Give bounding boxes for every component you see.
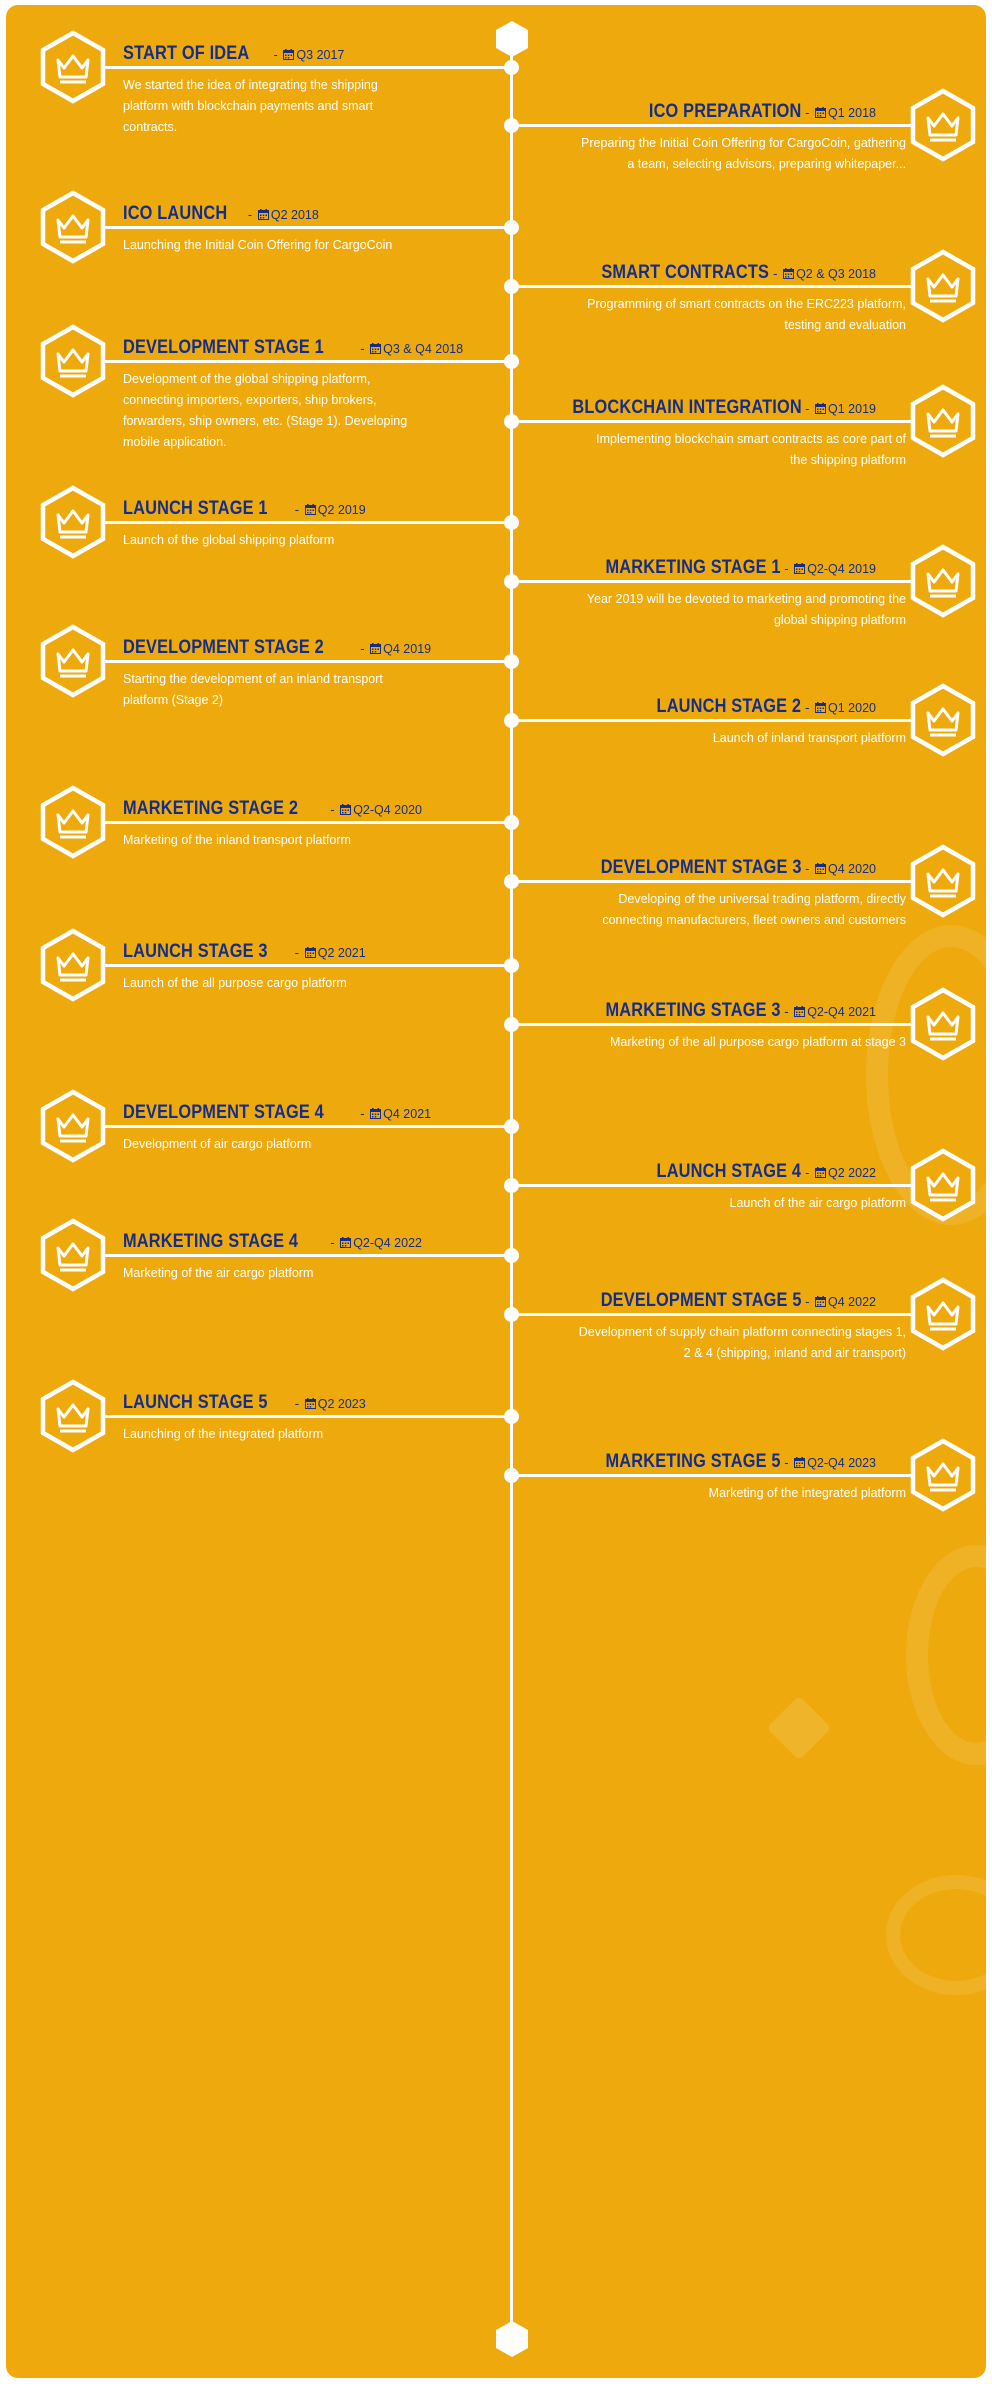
calendar-icon — [370, 643, 381, 654]
milestone-description: We started the idea of integrating the shipping platform with blockchain payments and smart contracts. — [123, 78, 378, 134]
crown-icon — [39, 485, 107, 559]
calendar-icon — [794, 1457, 805, 1468]
crown-icon — [909, 1438, 977, 1512]
crown-icon — [39, 1089, 107, 1163]
milestone-description: Launching of the integrated platform — [123, 1427, 324, 1441]
calendar-icon — [815, 702, 826, 713]
crown-icon — [909, 1148, 977, 1222]
milestone-date: Q2 2019 — [317, 503, 366, 517]
crown-icon — [39, 1379, 107, 1453]
milestone-heading — [496, 998, 876, 1025]
title-date-separator: - — [291, 945, 303, 960]
milestone-description: Developing of the universal trading platform, directly connecting manufacturers, fleet owners and customers — [602, 892, 906, 927]
calendar-icon — [815, 863, 826, 874]
milestone-title: MARKETING STAGE 1 — [605, 557, 781, 578]
decor-ring — [886, 1875, 986, 1995]
title-date-separator: - — [801, 1294, 814, 1309]
milestone-date: Q4 2022 — [828, 1295, 876, 1309]
calendar-icon — [370, 1108, 381, 1119]
calendar-icon — [283, 49, 294, 60]
milestone-heading — [123, 1229, 513, 1256]
milestone-description: Programming of smart contracts on the ERC223 platform, testing and evaluation — [587, 297, 906, 332]
milestone-date: Q3 & Q4 2018 — [383, 342, 464, 356]
title-date-separator: - — [356, 641, 369, 656]
milestone-description: Launch of the air cargo platform — [729, 1196, 906, 1210]
milestone-title: DEVELOPMENT STAGE 5 — [600, 1290, 802, 1311]
milestone-date: Q4 2019 — [383, 642, 432, 656]
milestone-title: DEVELOPMENT STAGE 4 — [123, 1102, 324, 1123]
calendar-icon — [783, 268, 794, 279]
crown-icon — [909, 384, 977, 458]
milestone-description: Marketing of the all purpose cargo platform at stage 3 — [610, 1035, 906, 1049]
crown-icon — [39, 30, 107, 104]
title-date-separator: - — [326, 1235, 339, 1250]
crown-icon — [909, 544, 977, 618]
milestone-title: ICO PREPARATION — [648, 101, 802, 122]
title-date-separator: - — [356, 1106, 369, 1121]
milestone-description: Development of air cargo platform — [123, 1137, 312, 1151]
milestone-description: Marketing of the integrated platform — [708, 1486, 906, 1500]
milestone-heading — [123, 1390, 513, 1417]
title-date-separator: - — [801, 861, 814, 876]
milestone-title: DEVELOPMENT STAGE 1 — [123, 337, 324, 358]
milestone-title: MARKETING STAGE 5 — [605, 1451, 781, 1472]
milestone-heading — [496, 855, 876, 882]
milestone-date: Q2 & Q3 2018 — [796, 267, 876, 281]
title-date-separator: - — [801, 1165, 814, 1180]
milestone-title: MARKETING STAGE 3 — [605, 1000, 781, 1021]
milestone-title: DEVELOPMENT STAGE 3 — [600, 857, 802, 878]
milestone-heading — [123, 1100, 513, 1127]
milestone-heading — [123, 939, 513, 966]
milestone-date: Q2-Q4 2021 — [807, 1005, 876, 1019]
milestone-description: Preparing the Initial Coin Offering for CargoCoin, gathering a team, selecting advisors, preparing whitepaper... — [581, 136, 906, 171]
crown-icon — [39, 928, 107, 1002]
milestone-heading — [496, 1288, 876, 1315]
decor-ring — [906, 1545, 986, 1765]
milestone-heading — [123, 335, 513, 362]
milestone-title: ICO LAUNCH — [123, 203, 228, 224]
milestone-date: Q4 2021 — [383, 1107, 432, 1121]
milestone-heading — [496, 395, 876, 422]
milestone-date: Q2 2021 — [317, 946, 366, 960]
calendar-icon — [794, 563, 805, 574]
title-date-separator: - — [780, 1455, 793, 1470]
milestone-date: Q4 2020 — [828, 862, 876, 876]
milestone-description: Launch of inland transport platform — [712, 731, 906, 745]
calendar-icon — [258, 209, 269, 220]
calendar-icon — [340, 804, 351, 815]
crown-icon — [909, 1277, 977, 1351]
title-date-separator: - — [356, 341, 369, 356]
title-date-separator: - — [291, 502, 303, 517]
milestone-description: Marketing of the air cargo platform — [123, 1266, 314, 1280]
milestone-description: Launching the Initial Coin Offering for CargoCoin — [123, 238, 393, 252]
calendar-icon — [794, 1006, 805, 1017]
crown-icon — [909, 683, 977, 757]
milestone-heading — [123, 41, 513, 68]
milestone-description: Implementing blockchain smart contracts as core part of the shipping platform — [596, 432, 906, 467]
crown-icon — [909, 88, 977, 162]
milestone-title: BLOCKCHAIN INTEGRATION — [571, 397, 802, 418]
calendar-icon — [370, 343, 381, 354]
milestone-title: MARKETING STAGE 2 — [123, 798, 299, 819]
roadmap-panel — [6, 5, 986, 2378]
title-date-separator: - — [780, 561, 793, 576]
crown-icon — [909, 249, 977, 323]
milestone-heading — [123, 496, 513, 523]
milestone-date: Q1 2019 — [828, 402, 876, 416]
milestone-heading — [123, 635, 513, 662]
crown-icon — [39, 324, 107, 398]
milestone-description: Launch of the global shipping platform — [123, 533, 335, 547]
milestone-title: DEVELOPMENT STAGE 2 — [123, 637, 324, 658]
title-date-separator: - — [801, 401, 814, 416]
milestone-description: Development of the global shipping platform, connecting importers, exporters, ship brokers, forwarders, ship owners, etc. (Stage 1). Developing mobile application. — [123, 372, 408, 449]
title-date-separator: - — [244, 207, 256, 222]
milestone-title: START OF IDEA — [123, 43, 250, 64]
milestone-heading — [496, 99, 876, 126]
title-date-separator: - — [801, 105, 814, 120]
milestone-heading — [496, 260, 876, 287]
crown-icon — [39, 1218, 107, 1292]
milestone-date: Q2 2022 — [828, 1166, 876, 1180]
milestone-heading — [123, 201, 513, 228]
calendar-icon — [815, 1296, 826, 1307]
calendar-icon — [305, 504, 316, 515]
milestone-description: Development of supply chain platform connecting stages 1, 2 & 4 (shipping, inland and air transport) — [578, 1325, 906, 1360]
milestone-date: Q3 2017 — [296, 48, 345, 62]
milestone-title: LAUNCH STAGE 4 — [656, 1161, 802, 1182]
milestone-date: Q2-Q4 2019 — [807, 562, 876, 576]
title-date-separator: - — [269, 47, 282, 62]
title-date-separator: - — [326, 802, 339, 817]
crown-icon — [39, 190, 107, 264]
milestone-date: Q2-Q4 2022 — [353, 1236, 422, 1250]
calendar-icon — [815, 403, 826, 414]
title-date-separator: - — [291, 1396, 303, 1411]
milestone-date: Q1 2020 — [828, 701, 876, 715]
milestone-description: Year 2019 will be devoted to marketing and promoting the global shipping platform — [586, 592, 906, 627]
milestone-title: LAUNCH STAGE 1 — [123, 498, 268, 519]
calendar-icon — [305, 947, 316, 958]
crown-icon — [39, 624, 107, 698]
milestone-date: Q2 2018 — [270, 208, 319, 222]
milestone-date: Q2 2023 — [317, 1397, 366, 1411]
calendar-icon — [340, 1237, 351, 1248]
milestone-date: Q1 2018 — [828, 106, 876, 120]
milestone-title: MARKETING STAGE 4 — [123, 1231, 299, 1252]
milestone-title: SMART CONTRACTS — [601, 262, 770, 283]
calendar-icon — [305, 1398, 316, 1409]
milestone-heading — [496, 1159, 876, 1186]
decor-diamond — [766, 1695, 831, 1760]
milestone-description: Starting the development of an inland transport platform (Stage 2) — [123, 672, 383, 707]
milestone-description: Launch of the all purpose cargo platform — [123, 976, 347, 990]
milestone-heading — [123, 796, 513, 823]
title-date-separator: - — [769, 266, 782, 281]
milestone-description: Marketing of the inland transport platform — [123, 833, 351, 847]
milestone-date: Q2-Q4 2020 — [353, 803, 422, 817]
crown-icon — [909, 987, 977, 1061]
title-date-separator: - — [780, 1004, 793, 1019]
calendar-icon — [815, 1167, 826, 1178]
milestone-heading — [496, 694, 876, 721]
milestone-title: LAUNCH STAGE 2 — [656, 696, 802, 717]
title-date-separator: - — [801, 700, 814, 715]
milestone-date: Q2-Q4 2023 — [807, 1456, 876, 1470]
calendar-icon — [815, 107, 826, 118]
milestone-heading — [496, 555, 876, 582]
timeline-end-hexagon — [493, 2320, 531, 2358]
milestone-title: LAUNCH STAGE 3 — [123, 941, 268, 962]
crown-icon — [39, 785, 107, 859]
milestone-heading — [496, 1449, 876, 1476]
crown-icon — [909, 844, 977, 918]
milestone-title: LAUNCH STAGE 5 — [123, 1392, 268, 1413]
